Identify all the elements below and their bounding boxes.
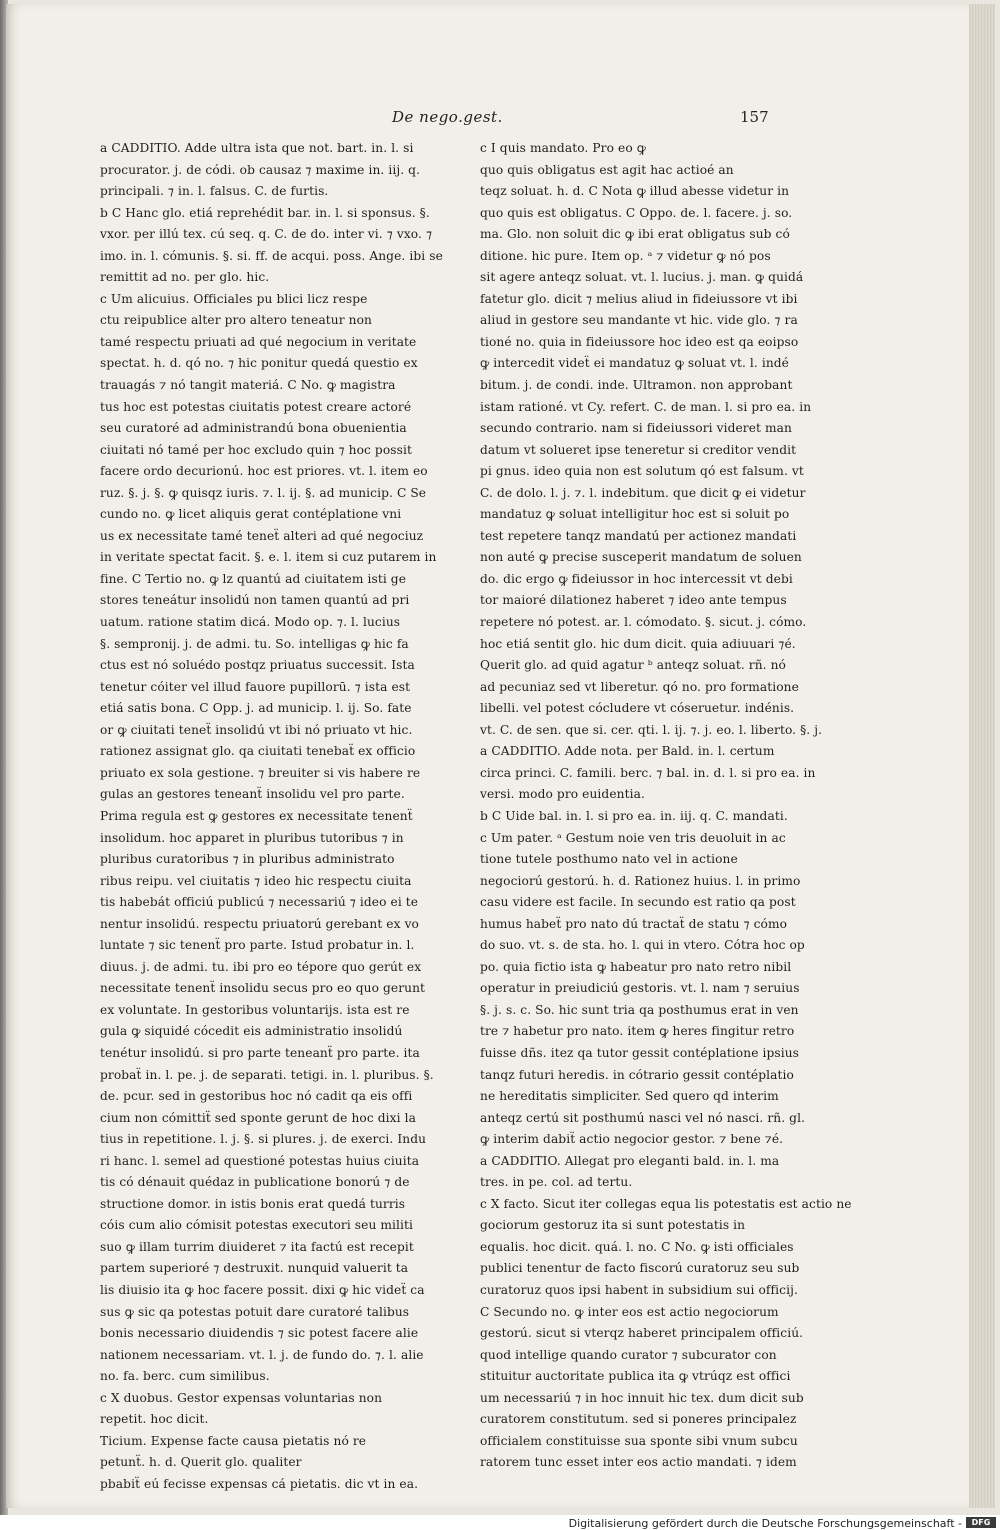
left-column-line: tus hoc est potestas ciuitatis potest creare actoré: [100, 399, 412, 414]
left-column-line: stores teneátur insolidú non tamen quantú ad pri: [100, 593, 410, 608]
left-column: [100, 138, 443, 1495]
right-column-line: repetere nó potest. ar. l. cómodato. §. sicut. j. cómo.: [480, 615, 807, 630]
right-column-line: anteqz certú sit posthumú nasci vel nó nasci. rñ. gl.: [480, 1110, 806, 1125]
right-column-line: non auté ꝙ precise susceperit mandatum de soluen: [480, 550, 802, 565]
left-column-line: tis có dénauit quédaz in publicatione bonorú ⁊ de: [100, 1175, 410, 1190]
left-column-line: structione domor. in istis bonis erat quedá turris: [100, 1196, 406, 1211]
right-column-line: libelli. vel potest cócludere vt cóseruetur. indénis.: [480, 701, 795, 716]
left-column-line: spectat. h. d. qó no. ⁊ hic ponitur quedá questio ex: [100, 356, 418, 371]
right-column-line: curatorem constitutum. sed si poneres principalez: [480, 1412, 797, 1427]
left-column-line: tenetur cóiter vel illud fauore pupillorū. ⁊ ista est: [100, 679, 411, 694]
right-column-line: istam rationé. vt Cy. refert. C. de man. l. si pro ea. in: [480, 399, 812, 414]
right-column-line: bitum. j. de condi. inde. Ultramon. non approbant: [480, 378, 793, 393]
left-column-line: nationem necessariam. vt. l. j. de fundo do. ⁊. l. alie: [100, 1347, 424, 1362]
left-column-line: suo ꝙ illam turrim diuideret ⁊ ita factú est recepit: [100, 1239, 414, 1254]
left-column-line: diuus. j. de admi. tu. ibi pro eo tépore quo gerút ex: [100, 959, 422, 974]
right-column-line: publici tenentur de facto fiscorú curatoruz seu sub: [480, 1261, 800, 1276]
left-column-line: partem superioré ⁊ destruxit. nunquid valuerit ta: [100, 1261, 409, 1276]
left-column-line: tius in repetitione. l. j. §. si plures. j. de exerci. Indu: [100, 1132, 427, 1147]
left-column-line: petunẗ. h. d. Querit glo. qualiter: [100, 1455, 302, 1470]
footer-credit: Digitalisierung gefördert durch die Deutsche Forschungsgemeinschaft -: [568, 1517, 962, 1530]
left-column-line: Prima regula est ꝙ gestores ex necessitate tenenẗ: [100, 808, 413, 823]
left-column-line: fine. C Tertio no. ꝙ lz quantú ad ciuitatem isti ge: [100, 571, 407, 586]
right-column-line: curatoruz quos ipsi habent in subsidium sui officij.: [480, 1282, 798, 1297]
right-column: [480, 138, 852, 1474]
right-column-line: tres. in pe. col. ad tertu.: [480, 1175, 633, 1190]
left-column-line: ctu reipublice alter pro altero teneatur non: [100, 313, 372, 328]
right-column-line: ad pecuniaz sed vt liberetur. qó no. pro formatione: [480, 679, 799, 694]
left-column-line: pbabiẗ eú fecisse expensas cá pietatis. dic vt in ea.: [100, 1476, 419, 1491]
left-column-line: or ꝙ ciuitati teneẗ insolidú vt ibi nó priuato vt hic.: [100, 722, 413, 737]
right-column-line: officialem constituisse sua sponte sibi vnum subcu: [480, 1433, 798, 1448]
right-column-line: ratorem tunc esset inter eos actio mandati. ⁊ idem: [480, 1455, 797, 1470]
left-column-line: rationez assignat glo. qa ciuitati tenebaẗ ex officio: [100, 744, 416, 759]
left-column-line: insolidum. hoc apparet in pluribus tutoribus ⁊ in: [100, 830, 404, 845]
right-column-line: operatur in preiudiciú gestoris. vt. l. nam ⁊ seruius: [480, 981, 800, 996]
right-column-line: tor maioré dilationez haberet ⁊ ideo ante tempus: [480, 593, 787, 608]
right-column-line: §. j. s. c. So. hic sunt tria qa posthumus erat in ven: [480, 1002, 799, 1017]
left-column-line: in veritate spectat facit. §. e. l. item si cuz putarem in: [100, 550, 437, 565]
left-column-line: seu curatoré ad administrandú bona obuenientia: [100, 421, 407, 436]
right-column-line: Querit glo. ad quid agatur ᵇ anteqz soluat. rñ. nó: [480, 658, 786, 673]
right-column-line: fatetur glo. dicit ⁊ melius aliud in fideiussore vt ibi: [480, 291, 798, 306]
right-column-line: ditione. hic pure. Item op. ᵃ ⁊ videtur ꝙ nó pos: [480, 248, 771, 263]
right-column-line: ꝙ intercedit videẗ ei mandatuz ꝙ soluat vt. l. indé: [480, 356, 789, 371]
right-column-line: um necessariú ⁊ in hoc innuit hic tex. dum dicit sub: [480, 1390, 804, 1405]
left-column-line: b C Hanc glo. etiá reprehédit bar. in. l. si sponsus. §.: [100, 205, 430, 220]
left-column-line: pluribus curatoribus ⁊ in pluribus administrato: [100, 852, 395, 867]
right-column-line: test repetere tanqz mandatú per actionez mandati: [480, 528, 797, 543]
left-column-line: remittit ad no. per glo. hic.: [100, 270, 270, 285]
right-column-line: pi gnus. ideo quia non est solutum qó est falsum. vt: [480, 464, 804, 479]
right-column-line: fuisse dñs. itez qa tutor gessit contéplatione ipsius: [480, 1045, 800, 1060]
right-column-line: circa princi. C. famili. berc. ⁊ bal. in. d. l. si pro ea. in: [480, 765, 816, 780]
left-column-line: gulas an gestores teneanẗ insolidu vel pro parte.: [100, 787, 405, 802]
right-column-line: casu videre est facile. In secundo est ratio qa post: [480, 895, 796, 910]
left-column-line: ribus reipu. vel ciuitatis ⁊ ideo hic respectu ciuita: [100, 873, 412, 888]
left-column-line: no. fa. berc. cum similibus.: [100, 1369, 270, 1384]
left-column-line: bonis necessario diuidendis ⁊ sic potest facere alie: [100, 1326, 419, 1341]
left-column-line: tenétur insolidú. si pro parte teneanẗ pro parte. ita: [100, 1045, 420, 1060]
right-column-line: aliud in gestore seu mandante vt hic. vide glo. ⁊ ra: [480, 313, 798, 328]
right-column-line: quo quis est obligatus. C Oppo. de. l. facere. j. so.: [480, 205, 793, 220]
left-column-line: procurator. j. de códi. ob causaz ⁊ maxime in. iij. q.: [100, 162, 421, 177]
left-column-line: cium non cómittiẗ sed sponte gerunt de hoc dixi la: [100, 1110, 416, 1125]
right-column-line: sit agere anteqz soluat. vt. l. lucius. j. man. ꝙ quidá: [480, 270, 804, 285]
right-column-line: ne hereditatis simpliciter. Sed quero qd interim: [480, 1089, 779, 1104]
right-column-line: tione tutele posthumo nato vel in actione: [480, 852, 738, 867]
right-column-line: tre ⁊ habetur pro nato. item ꝙ heres fingitur retro: [480, 1024, 795, 1039]
left-column-line: de. pcur. sed in gestoribus hoc nó cadit qa eis offi: [100, 1089, 413, 1104]
left-column-line: c Um alicuius. Officiales pu blici licz respe: [100, 291, 368, 306]
right-column-line: a CADDITIO. Allegat pro eleganti bald. in. l. ma: [480, 1153, 780, 1168]
left-column-line: nentur insolidú. respectu priuatorú gerebant ex vo: [100, 916, 419, 931]
right-column-line: tanqz futuri heredis. in cótrario gessit contéplatio: [480, 1067, 794, 1082]
left-column-line: imo. in. l. cómunis. §. si. ff. de acqui. poss. Ange. ibi se: [100, 248, 443, 263]
left-column-line: luntate ⁊ sic tenenẗ pro parte. Istud probatur in. l.: [100, 938, 415, 953]
right-column-line: stituitur auctoritate publica ita ꝙ vtrúqz est offici: [480, 1369, 791, 1384]
left-column-line: ruz. §. j. §. ꝙ quisqz iuris. ⁊. l. ij. §. ad municip. C Se: [100, 485, 427, 500]
right-column-line: datum vt solueret ipse teneretur si creditor vendit: [480, 442, 797, 457]
left-column-line: gula ꝙ siquidé cócedit eis administratio insolidú: [100, 1024, 403, 1039]
right-column-line: po. quia fictio ista ꝙ habeatur pro nato retro nibil: [480, 959, 792, 974]
right-column-line: do. dic ergo ꝙ fideiussor in hoc intercessit vt debi: [480, 571, 793, 586]
left-column-line: trauagás ⁊ nó tangit materiá. C No. ꝙ magistra: [100, 378, 396, 393]
right-column-line: teqz soluat. h. d. C Nota ꝙ illud abesse videtur in: [480, 184, 790, 199]
right-column-line: C Secundo no. ꝙ inter eos est actio negociorum: [480, 1304, 779, 1319]
page-number: 157: [740, 108, 769, 126]
left-column-line: ciuitati nó tamé per hoc excludo quin ⁊ hoc possit: [100, 442, 412, 457]
left-column-line: tis habebát officiú publicú ⁊ necessariú ⁊ ideo ei te: [100, 895, 419, 910]
right-column-line: do suo. vt. s. de sta. ho. l. qui in vtero. Cótra hoc op: [480, 938, 805, 953]
right-column-line: ma. Glo. non soluit dic ꝙ ibi erat obligatus sub có: [480, 227, 790, 242]
right-column-line: secundo contrario. nam si fideiussori videret man: [480, 421, 792, 436]
right-column-line: c I quis mandato. Pro eo ꝙ: [480, 141, 646, 155]
right-column-line: negociorú gestorú. h. d. Rationez huius. l. in primo: [480, 873, 801, 888]
right-column-line: c Um pater. ᵃ Gestum noie ven tris deuoluit in ac: [480, 830, 786, 845]
left-column-line: facere ordo decurionú. hoc est priores. vt. l. item eo: [100, 464, 428, 479]
left-column-line: vxor. per illú tex. cú seq. q. C. de do. inter vi. ⁊ vxo. ⁊: [100, 227, 433, 242]
left-column-line: sus ꝙ sic qa potestas potuit dare curatoré talibus: [100, 1304, 410, 1319]
left-column-line: necessitate tenenẗ insolidu secus pro eo quo gerunt: [100, 981, 426, 996]
right-column-line: b C Uide bal. in. l. si pro ea. in. iij. q. C. mandati.: [480, 808, 788, 823]
left-column-line: §. sempronij. j. de admi. tu. So. intelligas ꝙ hic fa: [100, 636, 409, 651]
right-column-line: humus habeẗ pro nato dú tractaẗ de statu ⁊ cómo: [480, 916, 788, 931]
left-column-line: c X duobus. Gestor expensas voluntarias non: [100, 1390, 383, 1405]
left-column-line: ctus est nó soluédo postqz priuatus successit. Ista: [100, 658, 415, 673]
left-column-line: lis diuisio ita ꝙ hoc facere possit. dixi ꝙ hic videẗ ca: [100, 1282, 425, 1297]
left-column-line: ex voluntate. In gestoribus voluntarijs. ista est re: [100, 1002, 410, 1017]
right-column-line: c X facto. Sicut iter collegas equa lis potestatis est actio ne: [480, 1196, 852, 1211]
right-column-line: gociorum gestoruz ita si sunt potestatis in: [480, 1218, 746, 1233]
right-column-line: versi. modo pro euidentia.: [480, 787, 645, 802]
left-column-line: cundo no. ꝙ licet aliquis gerat contéplatione vni: [100, 507, 402, 522]
left-column-line: principali. ⁊ in. l. falsus. C. de furtis.: [100, 184, 329, 199]
left-column-line: tamé respectu priuati ad qué negocium in veritate: [100, 334, 417, 349]
right-column-line: C. de dolo. l. j. ⁊. l. indebitum. que dicit ꝙ ei videtur: [480, 485, 806, 500]
dfg-logo: DFG: [966, 1517, 996, 1528]
page-edges: [969, 4, 995, 1508]
left-column-line: etiá satis bona. C Opp. j. ad municip. l. ij. So. fate: [100, 701, 412, 716]
right-column-line: ꝙ interim dabiẗ actio negocior gestor. ⁊ bene ⁊é.: [480, 1132, 784, 1147]
left-column-line: Ticium. Expense facte causa pietatis nó re: [100, 1433, 367, 1448]
left-column-line: probaẗ in. l. pe. j. de separati. tetigi. in. l. pluribus. §.: [100, 1067, 434, 1082]
right-column-line: gestorú. sicut si vterqz haberet principalem officiú.: [480, 1326, 804, 1341]
left-column-line: ri hanc. l. semel ad questioné potestas huius ciuita: [100, 1153, 420, 1168]
right-column-line: equalis. hoc dicit. quá. l. no. C No. ꝙ isti officiales: [480, 1239, 794, 1254]
left-column-line: uatum. ratione statim dicá. Modo op. ⁊. l. lucius: [100, 615, 401, 630]
left-column-line: repetit. hoc dicit.: [100, 1412, 209, 1427]
right-column-line: vt. C. de sen. que si. cer. qti. l. ij. ⁊. j. eo. l. liberto. §. j.: [480, 722, 823, 737]
right-column-line: a CADDITIO. Adde nota. per Bald. in. l. certum: [480, 744, 775, 759]
right-column-line: tioné no. quia in fideiussore hoc ideo est qa eoipso: [480, 334, 799, 349]
left-column-line: cóis cum alio cómisit potestas executori seu militi: [100, 1218, 414, 1233]
left-column-line: us ex necessitate tamé teneẗ alteri ad qué negociuz: [100, 528, 424, 543]
right-column-line: quo quis obligatus est agit hac actioé an: [480, 162, 734, 177]
right-column-line: hoc etiá sentit glo. hic dum dicit. quia adiuuari ⁊é.: [480, 636, 796, 651]
running-head: De nego.gest.: [392, 108, 503, 126]
right-column-line: mandatuz ꝙ soluat intelligitur hoc est si soluit po: [480, 507, 790, 522]
right-column-line: quod intellige quando curator ⁊ subcurator con: [480, 1347, 777, 1362]
left-column-line: a CADDITIO. Adde ultra ista que not. bart. in. l. si: [100, 141, 414, 155]
left-column-line: priuato ex sola gestione. ⁊ breuiter si vis habere re: [100, 765, 421, 780]
